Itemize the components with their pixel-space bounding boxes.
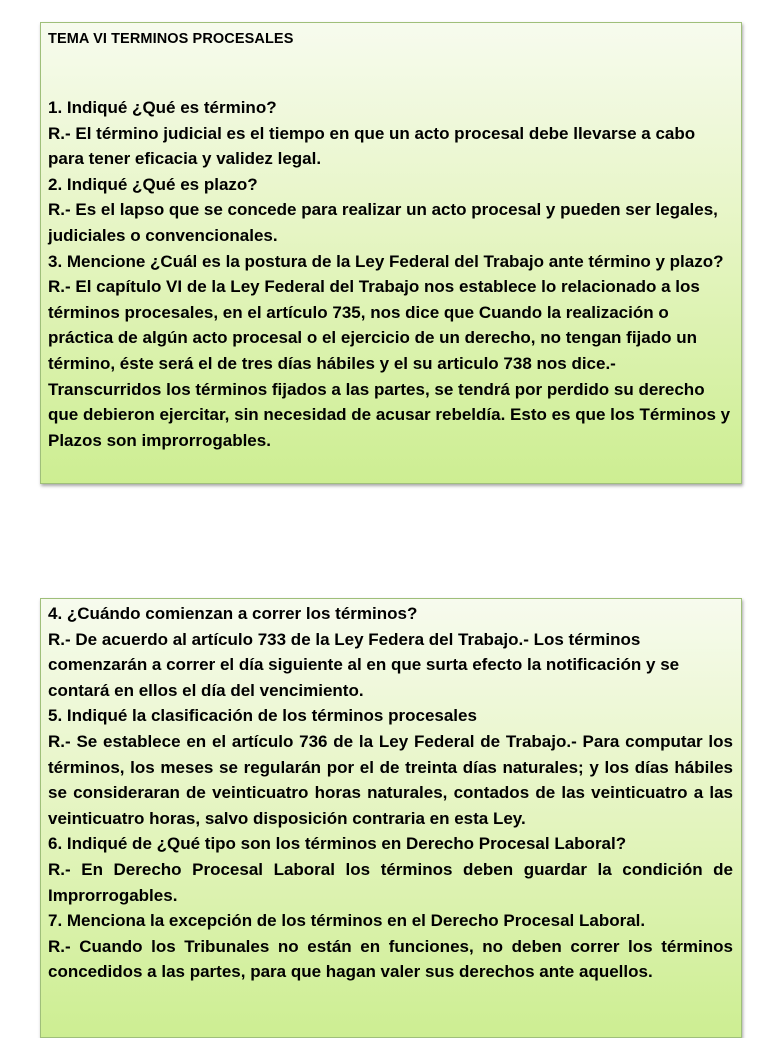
answer-3: R.- El capítulo VI de la Ley Federal del Trabajo nos establece lo relacionado a los términos procesales, en el artículo 735, nos dice que Cuando la realización o práctica de algún acto procesal o el ejercicio de un derecho, no tengan fijado un término, éste será el de tres días hábiles y el su articulo 738 nos dice.- Transcurridos los términos fijados a las partes, se tendrá por perdido su derecho que debieron ejercitar, sin necesidad de acusar rebeldía. Esto es que los Términos y Plazos son improrrogables. (48, 277, 731, 450)
answer-7: R.- Cuando los Tribunales no están en funciones, no deben correr los términos concedidos a las partes, para que hagan valer sus derechos ante aquellos. (48, 936, 733, 982)
answer-5: R.- Se establece en el artículo 736 de la Ley Federal de Trabajo.- Para computar los términos, los meses se regularán por el de treinta días naturales; y los días hábiles se consideraran de veinticuatro horas naturales, contados de las veinticuatro a las veinticuatro horas, salvo disposición contraria en esta Ley. (48, 731, 733, 828)
answer-4: R.- De acuerdo al artículo 733 de la Ley Federa del Trabajo.- Los términos comenzarán a correr el día siguiente al en que surta efecto la notificación y se contará en ellos el día del vencimiento. (48, 629, 680, 700)
answer-2: R.- Es el lapso que se concede para realizar un acto procesal y pueden ser legales, judiciales o convencionales. (48, 200, 718, 245)
question-3: 3. Mencione ¿Cuál es la postura de la Ley Federal del Trabajo ante término y plazo? (48, 251, 724, 271)
answer-1: R.- El término judicial es el tiempo en que un acto procesal debe llevarse a cabo para tener eficacia y validez legal. (48, 123, 696, 169)
question-2: 2. Indiqué ¿Qué es plazo? (48, 174, 258, 194)
question-4: 4. ¿Cuándo comienzan a correr los términos? (48, 604, 418, 623)
question-6: 6. Indiqué de ¿Qué tipo son los términos en Derecho Procesal Laboral? (48, 834, 627, 854)
question-5: 5. Indiqué la clasificación de los términos procesales (48, 706, 477, 726)
title-spacer (48, 49, 733, 95)
answer-6: R.- En Derecho Procesal Laboral los términos deben guardar la condición de Improrrogables. (48, 859, 733, 905)
slide-1 (40, 22, 742, 484)
question-1: 1. Indiqué ¿Qué es término? (48, 98, 277, 117)
slide-title: TEMA VI TERMINOS PROCESALES (48, 31, 294, 47)
question-7: 7. Menciona la excepción de los términos en el Derecho Procesal Laboral. (48, 911, 646, 931)
slide-2 (40, 598, 742, 1038)
